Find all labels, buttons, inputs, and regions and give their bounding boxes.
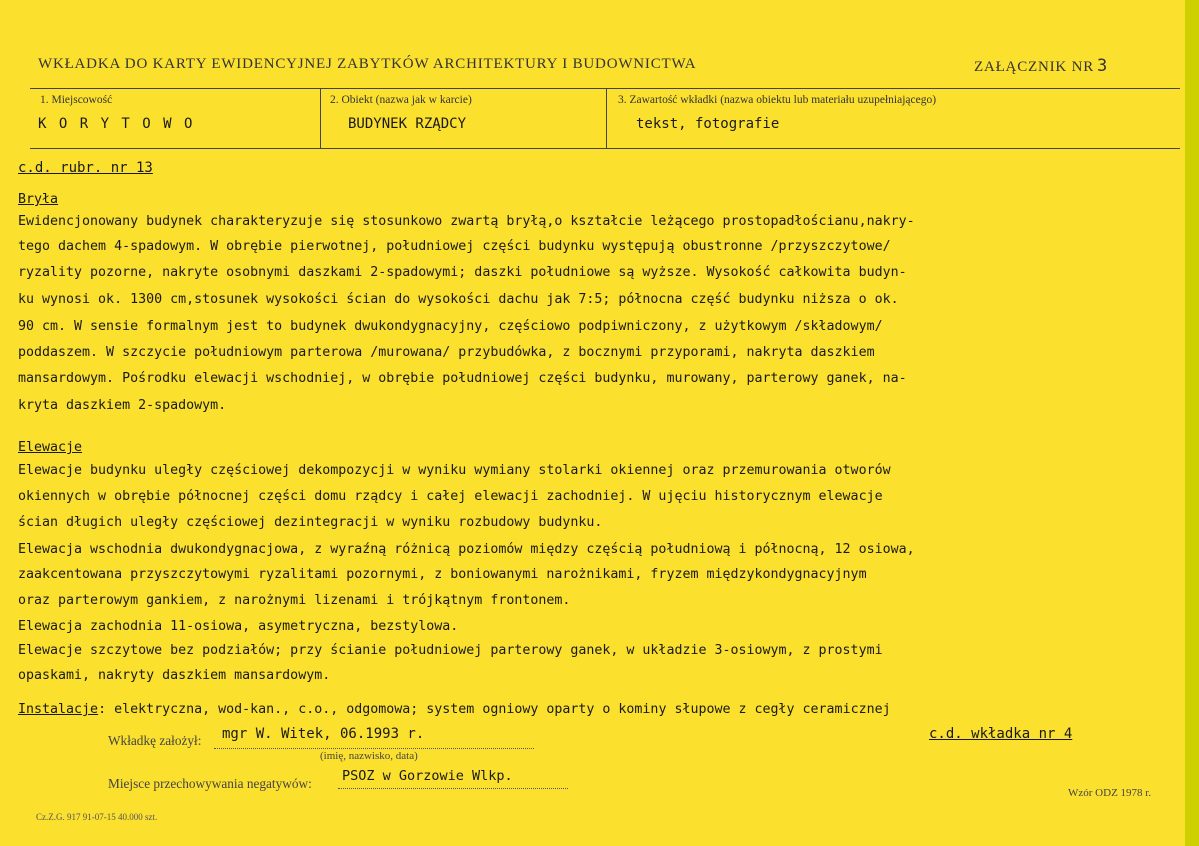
elewacje-line: Elewacja wschodnia dwukondygnacjowa, z wyraźną różnicą poziomów między częścią południową i północną, 12 osiowa, bbox=[18, 542, 915, 557]
negatives-dotted-line bbox=[338, 788, 568, 789]
elewacje-line: Elewacje budynku uległy częściowej dekompozycji w wyniku wymiany stolarki okiennej oraz przemurowania otworów bbox=[18, 463, 891, 478]
elewacje-line: okiennych w obrębie północnej części domu rządcy i całej elewacji zachodniej. W ujęciu historycznym elewacje bbox=[18, 489, 883, 504]
elewacje-line: zaakcentowana przyszczytowymi ryzalitami pozornymi, z boniowanymi narożnikami, fryzem międzykondygnacyjnym bbox=[18, 567, 867, 582]
negatives-location-label: Miejsce przechowywania negatywów: bbox=[108, 776, 312, 791]
bryla-line: kryta daszkiem 2-spadowym. bbox=[18, 398, 227, 413]
bryla-line: 90 cm. W sensie formalnym jest to budynek dwukondygnacyjny, częściowo podpiwniczony, z użytkowym /składowym/ bbox=[18, 319, 883, 334]
elewacje-line: opaskami, nakryty daszkiem mansardowym. bbox=[18, 668, 331, 683]
locality-label: 1. Miejscowość bbox=[40, 94, 113, 106]
elewacje-heading: Elewacje bbox=[18, 440, 83, 455]
attachment-number-label bbox=[974, 56, 1108, 76]
created-by-value: mgr W. Witek, 06.1993 r. bbox=[222, 726, 425, 742]
created-by-label: Wkładkę założył: bbox=[108, 733, 202, 748]
elewacje-line: Elewacje szczytowe bez podziałów; przy ścianie południowej parterowy ganek, w układzie 3-osiowym, z prostymi bbox=[18, 643, 883, 658]
card-edge-shadow bbox=[1185, 0, 1199, 846]
bryla-line: ryzality pozorne, nakryte osobnymi daszkami 2-spadowymi; daszki południowe są wyższe. Wysokość całkowita budyn- bbox=[18, 265, 907, 280]
object-value: BUDYNEK RZĄDCY bbox=[348, 116, 467, 132]
instalacje-line bbox=[18, 702, 891, 717]
attachment-label: ZAŁĄCZNIK NR bbox=[974, 59, 1095, 75]
fields-top-rule bbox=[30, 88, 1180, 89]
negatives-location-value: PSOZ w Gorzowie Wlkp. bbox=[342, 768, 513, 784]
elewacje-line: Elewacja zachodnia 11-osiowa, asymetryczna, bezstylowa. bbox=[18, 619, 459, 634]
bryla-line: Ewidencjonowany budynek charakteryzuje się stosunkowo zwartą bryłą,o kształcie leżącego prostopadłościanu,nakry- bbox=[18, 214, 915, 229]
content-label: 3. Zawartość wkładki (nazwa obiektu lub materiału uzupełniającego) bbox=[618, 94, 937, 106]
bryla-line: ku wynosi ok. 1300 cm,stosunek wysokości ścian do wysokości dachu jak 7:5; północna część budynku niższa o ok. bbox=[18, 292, 899, 307]
instalacje-text: : elektryczna, wod-kan., c.o., odgomowa; system ogniowy oparty o kominy słupowe z cegły ceramicznej bbox=[98, 702, 891, 717]
fields-divider-1 bbox=[320, 88, 321, 148]
form-pattern-code: Wzór ODZ 1978 r. bbox=[1068, 787, 1152, 799]
locality-value: K O R Y T O W O bbox=[38, 116, 195, 132]
created-by-dotted-line bbox=[214, 748, 534, 749]
bryla-line: poddaszem. W szczycie południowym parterowa /murowana/ przybudówka, z bocznymi przyporami, nakryta daszkiem bbox=[18, 345, 875, 360]
content-value: tekst, fotografie bbox=[636, 116, 780, 132]
next-insert-reference: c.d. wkładka nr 4 bbox=[929, 726, 1073, 742]
fields-divider-2 bbox=[606, 88, 607, 148]
bryla-line: tego dachem 4-spadowym. W obrębie pierwotnej, południowej części budynku występują obustronne /przyszczytowe/ bbox=[18, 239, 891, 254]
created-by-caption: (imię, nazwisko, data) bbox=[320, 750, 418, 762]
object-label: 2. Obiekt (nazwa jak w karcie) bbox=[330, 94, 472, 106]
bryla-line: mansardowym. Pośrodku elewacji wschodniej, w obrębie południowej części budynku, murowany, parterowy ganek, na- bbox=[18, 371, 907, 386]
continuation-reference: c.d. rubr. nr 13 bbox=[18, 160, 153, 176]
fields-bottom-rule bbox=[30, 148, 1180, 149]
print-code: Cz.Z.G. 917 91-07-15 40.000 szt. bbox=[36, 812, 158, 822]
elewacje-line: ścian długich uległy częściowej dezintegracji w wyniku rozbudowy budynku. bbox=[18, 515, 603, 530]
bryla-heading: Bryła bbox=[18, 192, 59, 207]
elewacje-line: oraz parterowym gankiem, z narożnymi lizenami i trójkątnym frontonem. bbox=[18, 593, 571, 608]
form-title: WKŁADKA DO KARTY EWIDENCYJNEJ ZABYTKÓW ARCHITEKTURY I BUDOWNICTWA bbox=[38, 56, 697, 72]
instalacje-heading: Instalacje bbox=[18, 702, 99, 717]
attachment-number: 3 bbox=[1097, 56, 1109, 76]
